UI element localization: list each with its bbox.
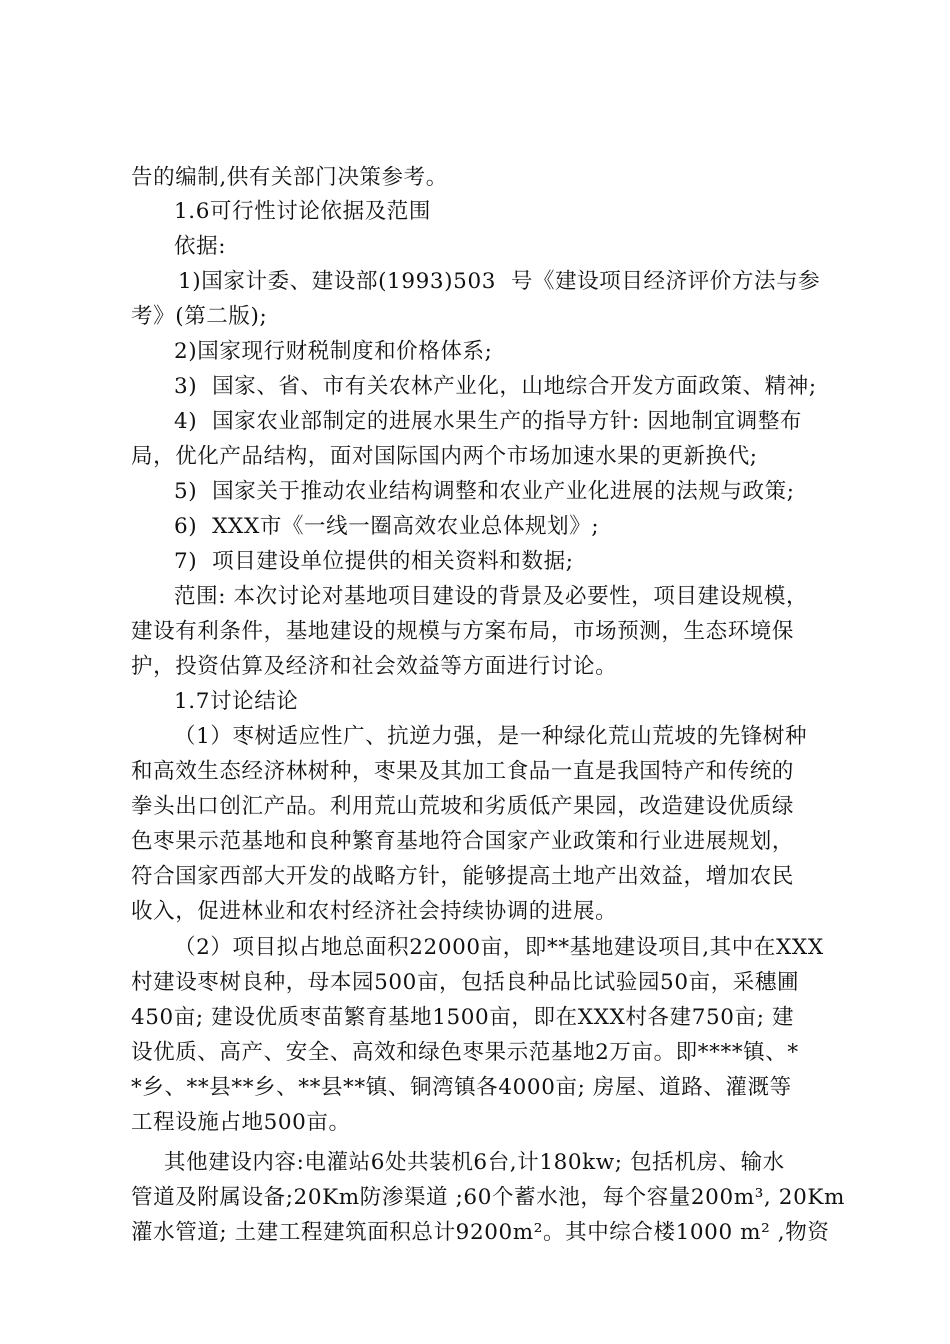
- text-line: 建设有利条件，基地建设的规模与方案布局，市场预测，生态环境保: [131, 619, 795, 644]
- text-line: 拳头出口创汇产品。利用荒山荒坡和劣质低产果园，改造建设优质绿: [131, 794, 795, 819]
- list-item: 4) 国家农业部制定的进展水果生产的指导方针: 因地制宜调整布: [174, 409, 803, 434]
- text-line: 设优质、高产、安全、高效和绿色枣果示范基地2万亩。即****镇、*: [131, 1040, 799, 1065]
- list-item: 2)国家现行财税制度和价格体系;: [174, 339, 493, 364]
- text-line: 告的编制,供有关部门决策参考。: [131, 165, 448, 190]
- text-line: 管道及附属设备;20Km防渗渠道 ;60个蓄水池，每个容量200m³, 20Km: [131, 1185, 846, 1210]
- text-line: 依据:: [174, 234, 227, 259]
- text-line: （2）项目拟占地总面积22000亩，即**基地建设项目,其中在XXX: [174, 935, 824, 960]
- text-line: 450亩; 建设优质枣苗繁育基地1500亩，即在XXX村各建750亩; 建: [131, 1005, 795, 1030]
- text-line: 收入，促进林业和农村经济社会持续协调的进展。: [131, 899, 618, 924]
- list-item: 6) XXX市《一线一圈高效农业总体规划》;: [174, 514, 600, 539]
- list-item: 7) 项目建设单位提供的相关资料和数据;: [174, 549, 574, 574]
- text-line: 灌水管道; 土建工程建筑面积总计9200m²。其中综合楼1000 m² ,物资: [131, 1220, 830, 1245]
- list-item: 3) 国家、省、市有关农林产业化，山地综合开发方面政策、精神;: [174, 374, 817, 399]
- text-line: *乡、**县**乡、**县**镇、铜湾镇各4000亩; 房屋、道路、灌溉等: [131, 1075, 792, 1100]
- list-item: 1)国家计委、建设部(1993)503 号《建设项目经济评价方法与参: [178, 269, 821, 294]
- text-line: 考》(第二版);: [131, 304, 268, 329]
- section-heading: 1.7讨论结论: [174, 689, 299, 714]
- text-line: 村建设枣树良种，母本园500亩，包括良种品比试验园50亩，采穗圃: [131, 970, 800, 995]
- text-line: 护，投资估算及经济和社会效益等方面进行讨论。: [131, 654, 618, 679]
- text-line: 符合国家西部大开发的战略方针，能够提高土地产出效益，增加农民: [131, 864, 795, 889]
- text-line: （1）枣树适应性广、抗逆力强，是一种绿化荒山荒坡的先锋树种: [174, 724, 808, 749]
- text-line: 色枣果示范基地和良种繁育基地符合国家产业政策和行业进展规划，: [131, 829, 795, 854]
- text-line: 其他建设内容:电灌站6处共装机6台,计180kw; 包括机房、输水: [164, 1150, 785, 1175]
- text-line: 工程设施占地500亩。: [131, 1110, 351, 1135]
- section-heading: 1.6可行性讨论依据及范围: [174, 199, 431, 224]
- text-line: 和高效生态经济林树种，枣果及其加工食品一直是我国特产和传统的: [131, 759, 795, 784]
- text-line: 范围: 本次讨论对基地项目建设的背景及必要性，项目建设规模，: [174, 584, 809, 609]
- text-line: 局，优化产品结构，面对国际国内两个市场加速水果的更新换代;: [131, 444, 758, 469]
- list-item: 5) 国家关于推动农业结构调整和农业产业化进展的法规与政策;: [174, 479, 795, 504]
